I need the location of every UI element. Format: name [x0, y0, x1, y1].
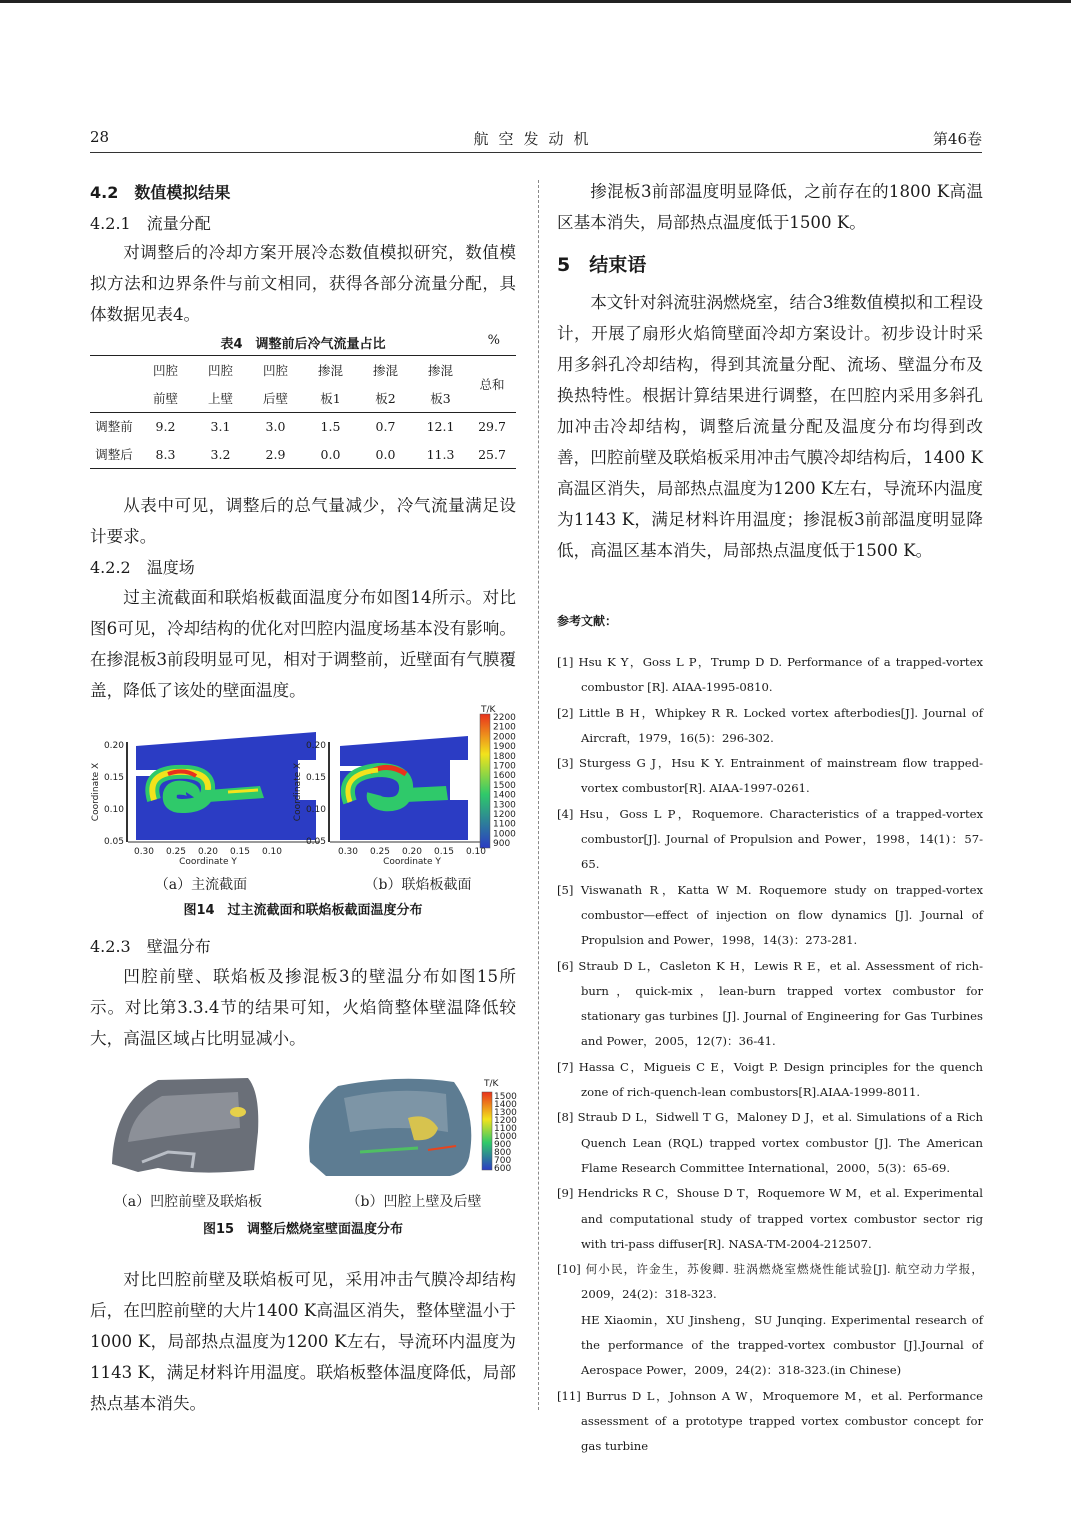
table-cell: 0.0 [375, 446, 396, 462]
reference-item: [10] 何小民，许金生，苏俊卿. 驻涡燃烧室燃烧性能试验[J]. 航空动力学报，2009，24(2)：318-323. [557, 1262, 983, 1302]
table-4 [90, 333, 516, 469]
fig15-colorbar-unit: T/K [484, 1079, 499, 1089]
fig14-b-xtick-label: 0.30 [337, 847, 359, 857]
table-cell: 0.0 [320, 446, 341, 462]
figure-15 [98, 1072, 518, 1184]
table-cell: 1.5 [320, 418, 341, 434]
page-header [90, 128, 982, 150]
fig14-a-xtick-label: 0.15 [229, 847, 251, 857]
page-number: 28 [90, 128, 110, 146]
paragraph-table-note: 从表中可见，调整后的总气量减少，冷气流量满足设计要求。 [90, 496, 516, 546]
fig14-a-xtick-label: 0.30 [133, 847, 155, 857]
fig14-colorbar-tick: 1300 [493, 800, 516, 811]
fig14-colorbar-tick: 1500 [493, 780, 516, 791]
fig15-colorbar [482, 1092, 492, 1170]
fig14-a-ylabel: Coordinate X [91, 762, 101, 822]
reference-item: [5] Viswanath R，Katta W M. Roquemore study on trapped-vortex combustor—effect of injection on flow dynamics [J]. Journal of Propulsion and Power，1998，14(3)：273-281. [557, 882, 983, 948]
fig14-b-ylabel: Coordinate X [293, 762, 303, 822]
fig14-b-xtick-label: 0.20 [401, 847, 423, 857]
references-list [557, 650, 983, 1460]
fig14-b-ytick-label: 0.05 [305, 837, 326, 847]
section-5-title: 5 结束语 [557, 254, 647, 276]
table-cell: 3.2 [210, 446, 231, 462]
fig14-panel-a [126, 732, 320, 842]
fig14-colorbar-unit: T/K [481, 705, 496, 715]
fig14-a-ytick-label: 0.20 [103, 741, 124, 751]
col-header-top: 凹腔 [207, 363, 233, 378]
fig14-colorbar-tick: 1900 [493, 742, 516, 753]
paragraph-flow: 对调整后的冷却方案开展冷态数值模拟研究，数值模拟方法和边界条件与前文相同，获得各部分流量分配，具体数据见表4。 [90, 243, 516, 324]
table-cell: 25.7 [478, 446, 506, 462]
section-4-2-1-title: 4.2.1 流量分配 [90, 214, 211, 233]
fig14-b-ytick-label: 0.10 [305, 805, 326, 815]
row-label: 调整后 [95, 447, 133, 462]
fig15-colorbar-tick: 1200 [494, 1116, 517, 1126]
fig14-panel-b [328, 736, 483, 842]
table-cell: 3.0 [265, 418, 286, 434]
col-header-bottom: 板3 [430, 390, 451, 406]
reference-item: [4] Hsu，Goss L P，Roquemore. Characteristics of a trapped-vortex combustor[J]. Journal of Propulsion and Power，1998，14(1)：57-65. [557, 806, 983, 872]
reference-item: [9] Hendricks R C，Shouse D T，Roquemore W M，et al. Experimental and computational study of trapped vortex combustor sector rig with tri-pass diffuser[R]. NASA-TM-2004-212507. [557, 1186, 983, 1251]
fig15-panel-a [112, 1078, 258, 1173]
table-cell: 9.2 [155, 418, 176, 434]
reference-item: [11] Burrus D L，Johnson A W，Mroquemore M，et al. Performance assessment of a prototype trapped vortex combustor concept for gas turbine [557, 1388, 983, 1454]
journal-title: 航空发动机 [473, 130, 599, 148]
fig14-colorbar-tick: 1200 [493, 810, 516, 820]
fig14-colorbar-tick: 2100 [493, 722, 516, 733]
paragraph-comparison: 对比凹腔前壁及联焰板可见，采用冲击气膜冷却结构后，在凹腔前壁的大片1400 K高温区消失，整体壁温小于1000 K，局部热点温度为1200 K左右，导流环内温度为1143 K，满足材料许用温度。联焰板整体温度降低，局部热点基本消失。 [90, 1270, 516, 1413]
fig14-colorbar-tick: 2200 [493, 713, 516, 723]
fig14-sub-a-label [136, 874, 266, 894]
paragraph-right-continued: 掺混板3前部温度明显降低，之前存在的1800 K高温区基本消失，局部热点温度低于1500 K。 [557, 182, 983, 232]
reference-item: [1] Hsu K Y，Goss L P，Trump D D. Performance of a trapped-vortex combustor [R]. AIAA-1995-0810. [557, 655, 983, 695]
paragraph-wall-temp: 凹腔前壁、联焰板及掺混板3的壁温分布如图15所示。对比第3.3.4节的结果可知，火焰筒整体壁温降低较大，高温区域占比明显减小。 [90, 967, 516, 1048]
column-divider [538, 180, 539, 1410]
fig14-b-xlabel: Coordinate Y [383, 857, 441, 867]
fig14-sub-b-label [348, 874, 488, 894]
col-header-bottom: 前壁 [152, 390, 178, 406]
table-header-row [90, 356, 516, 384]
fig14-a-xtick-label: 0.20 [197, 847, 219, 857]
fig14-a-ytick-label: 0.05 [103, 837, 124, 847]
fig14-colorbar-tick: 1600 [493, 771, 516, 782]
table-cell: 8.3 [155, 446, 176, 462]
fig15-sub-b-label [334, 1191, 494, 1211]
table-row [90, 412, 516, 440]
fig15-colorbar-tick: 900 [494, 1140, 512, 1150]
section-4-2-3-title: 4.2.3 壁温分布 [90, 937, 211, 956]
reference-item-translation: HE Xiaomin，XU Jinsheng，SU Junqing. Experimental research of the performance of the trapped-vortex combustor [J].Journal of Aerospace Power，2009，24(2)：318-323.(in Chinese) [581, 1312, 983, 1378]
table-cell: 2.9 [265, 446, 286, 462]
fig14-colorbar [480, 714, 490, 848]
table-title: 表4 调整前后冷气流量占比 [220, 337, 386, 352]
fig15-colorbar-tick: 1500 [494, 1092, 517, 1102]
fig15-colorbar-tick: 1000 [494, 1132, 517, 1142]
table-cell: 11.3 [426, 446, 455, 462]
fig14-b-ytick-label: 0.15 [305, 773, 326, 783]
col-header-total: 总和 [468, 356, 516, 412]
fig14-colorbar-tick: 1700 [493, 761, 516, 772]
reference-item: [8] Straub D L，Sidwell T G，Maloney D J，et al. Simulations of a Rich Quench Lean (RQL) trapped vortex combustor [J]. The American Flame Research Committee International，2000，5(3)：65-69. [557, 1110, 983, 1175]
fig15-panel-b [309, 1079, 471, 1176]
fig14-b-xtick-label: 0.10 [465, 847, 487, 857]
col-header-top: 掺混 [427, 363, 453, 378]
table-row [90, 440, 516, 468]
fig14-a-xtick-label: 0.25 [165, 847, 187, 857]
table-unit: % [487, 333, 500, 348]
fig14-a-ytick-label: 0.15 [103, 773, 124, 783]
paragraph-conclusion: 本文针对斜流驻涡燃烧室，结合3维数值模拟和工程设计，开展了扇形火焰筒壁面冷却方案设计。初步设计时采用多斜孔冷却结构，得到其流量分配、流场、壁温分布及换热特性。根据计算结果进行调整，在凹腔内采用多斜孔加冲击冷却结构，调整后流量分配及温度分布均得到改善，凹腔前壁及联焰板采用冲击气膜冷却结构后，1400 K高温区消失，局部热点温度为1200 K左右，导流环内温度为1143 K，满足材料许用温度；掺混板3前部温度明显降低，高温区基本消失，局部热点温度低于1500 K。 [557, 293, 983, 560]
fig14-a-xtick-label: 0.10 [261, 847, 283, 857]
fig14-b-ytick-label: 0.20 [305, 741, 326, 751]
reference-item: [7] Hassa C，Migueis C E，Voigt P. Design principles for the quench zone of rich-quench-lean combustors[R].AIAA-1999-8011. [557, 1059, 983, 1100]
row-label: 调整前 [95, 419, 133, 435]
fig14-colorbar-tick: 1400 [493, 790, 516, 801]
fig15-colorbar-tick: 800 [494, 1148, 512, 1158]
fig15-sub-a-label [100, 1191, 276, 1211]
col-header-top: 掺混 [372, 363, 398, 378]
fig14-caption: 图14 过主流截面和联焰板截面温度分布 [183, 903, 423, 918]
volume-label: 第46卷 [932, 130, 982, 148]
section-4-2-title: 4.2 数值模拟结果 [90, 183, 231, 202]
header-rule [90, 152, 982, 153]
fig14-a-xlabel: Coordinate Y [179, 857, 237, 867]
reference-item: [2] Little B H，Whipkey R R. Locked vortex afterbodies[J]. Journal of Aircraft，1979，16(5)：296-302. [557, 705, 983, 745]
col-header-bottom: 上壁 [207, 390, 233, 406]
fig15-caption: 图15 调整后燃烧室壁面温度分布 [202, 1222, 404, 1237]
table-cell: 3.1 [210, 418, 231, 434]
fig14-b-xtick-label: 0.25 [369, 847, 391, 857]
col-header-top: 掺混 [317, 363, 343, 378]
fig15-colorbar-tick: 600 [494, 1164, 512, 1174]
figure-14 [88, 702, 520, 892]
fig14-colorbar-tick: 900 [493, 839, 511, 850]
fig15-sub-a-text: （a）凹腔前壁及联焰板 [113, 1194, 263, 1210]
reference-item: [3] Sturgess G J，Hsu K Y. Entrainment of mainstream flow trapped-vortex combustor[R]. AIAA-1997-0261. [557, 756, 983, 796]
references-title: 参考文献： [557, 614, 618, 628]
fig14-colorbar-tick: 1000 [493, 829, 516, 840]
col-header-bottom: 板1 [320, 390, 341, 406]
table-cell: 12.1 [426, 418, 455, 434]
fig14-colorbar-tick: 1800 [493, 751, 516, 762]
col-header-bottom: 板2 [375, 390, 396, 406]
col-header-bottom: 后壁 [262, 390, 288, 406]
fig14-b-xtick-label: 0.15 [433, 847, 455, 857]
fig14-colorbar-tick: 1100 [493, 819, 516, 830]
top-border [0, 0, 1071, 3]
reference-item: [6] Straub D L，Casleton K H，Lewis R E，et al. Assessment of rich-burn，quick-mix，lean-burn trapped vortex combustor for stationary gas turbines [J]. Journal of Engineering for Gas Turbines and Power，2005，12(7)：36-41. [557, 958, 983, 1049]
fig15-colorbar-tick: 1100 [494, 1124, 517, 1134]
fig14-sub-a-text: （a）主流截面 [154, 877, 248, 893]
col-header-top: 凹腔 [262, 363, 288, 378]
paragraph-temperature: 过主流截面和联焰板截面温度分布如图14所示。对比图6可见，冷却结构的优化对凹腔内温度场基本没有影响。在掺混板3前段明显可见，相对于调整前，近壁面有气膜覆盖，降低了该处的壁面温度。 [90, 588, 516, 700]
table-cell: 0.7 [375, 418, 396, 434]
table-cell: 29.7 [478, 418, 506, 434]
fig15-colorbar-tick: 1300 [494, 1108, 517, 1118]
fig15-colorbar-tick: 1400 [494, 1100, 517, 1110]
fig14-a-ytick-label: 0.10 [103, 805, 124, 815]
fig14-sub-b-text: （b）联焰板截面 [364, 877, 472, 893]
table-header-row [90, 384, 516, 412]
col-header-top: 凹腔 [152, 363, 178, 378]
fig15-sub-b-text: （b）凹腔上壁及后壁 [346, 1194, 482, 1210]
fig14-colorbar-tick: 2000 [493, 732, 516, 743]
section-4-2-2-title: 4.2.2 温度场 [90, 558, 195, 577]
fig15-colorbar-tick: 700 [494, 1156, 512, 1166]
